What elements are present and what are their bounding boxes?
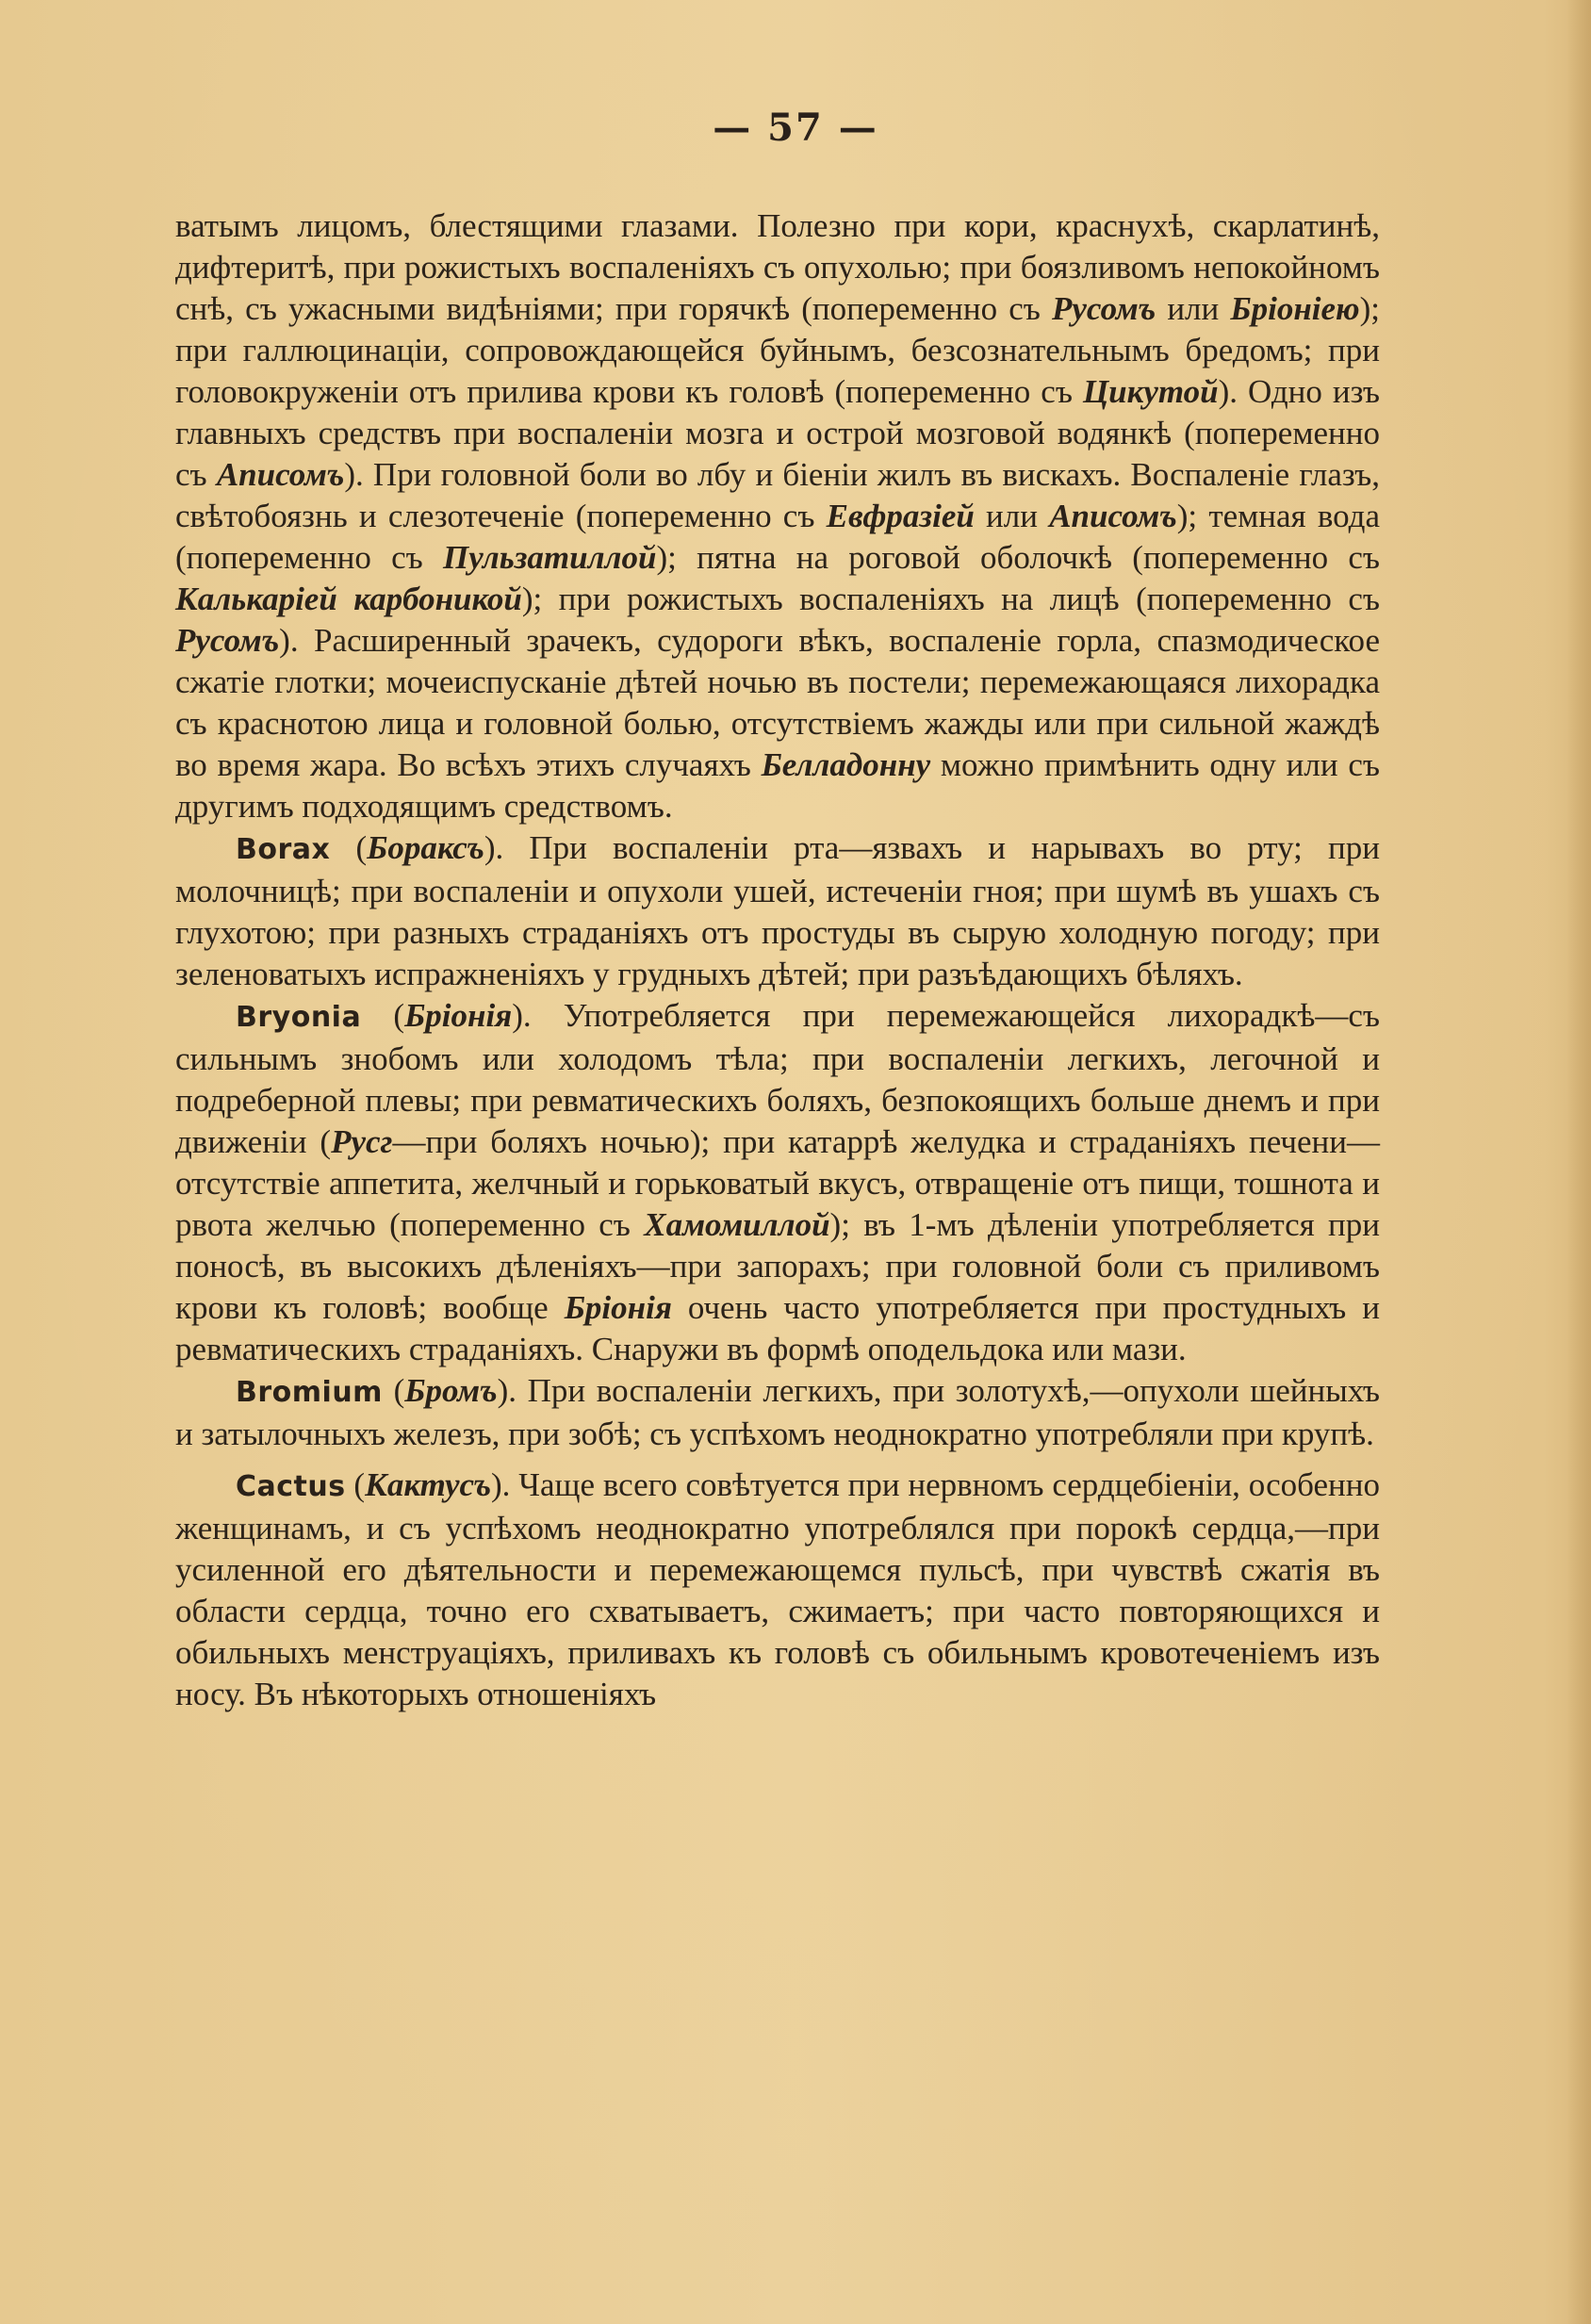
remedy-reference: Аписомъ xyxy=(216,456,345,493)
text-run: ); при рожистыхъ воспаленіяхъ на лицѣ (попеременно съ xyxy=(521,581,1380,617)
remedy-russian-name: Кактусъ xyxy=(365,1466,492,1503)
remedy-reference: Аписомъ xyxy=(1049,498,1177,534)
text-run: ( xyxy=(330,829,368,866)
text-run: ). При воспаленіи легкихъ, при золотухѣ,—опухоли шейныхъ и затылочныхъ железъ, при зобѣ; съ успѣхомъ неоднократно употребляли при крупѣ. xyxy=(175,1372,1381,1452)
text-run: или xyxy=(974,498,1050,534)
remedy-reference: Русг xyxy=(331,1123,393,1160)
text-run: ). При воспаленіи рта—язвахъ и нарывахъ во рту; при молочницѣ; при воспаленіи и опухоли ушей, истеченіи гноя; при шумѣ въ ушахъ съ глухотою; при разныхъ страданіяхъ отъ простуды въ сырую холодную погоду; при зеленоватыхъ испражненіяхъ у грудныхъ дѣтей; при разъѣдающихъ бѣляхъ. xyxy=(175,829,1380,992)
remedy-reference: Бріонія xyxy=(564,1289,672,1326)
text-run: ); при галлюцинаціи, сопровождающейся буйнымъ, безсознательнымъ бредомъ; при головокруженіи отъ прилива крови къ головѣ (попеременно съ xyxy=(175,290,1380,410)
paragraph-borax xyxy=(175,827,1380,995)
text-run: ); въ 1-мъ дѣленіи употребляется при поносѣ, въ высокихъ дѣленіяхъ—при запорахъ; при головной боли съ приливомъ крови къ головѣ; вообще xyxy=(175,1206,1380,1326)
remedy-reference: Русомъ xyxy=(175,622,280,659)
remedy-reference: Пульзатиллой xyxy=(442,539,657,576)
text-run: ). При головной боли во лбу и біеніи жилъ въ вискахъ. Воспаленіе глазъ, свѣтобоязнь и слезотеченіе (попеременно съ xyxy=(175,456,1380,534)
remedy-heading: Cactus xyxy=(236,1470,346,1503)
text-run: ). Расширенный зрачекъ, судороги вѣкъ, воспаленіе горла, спазмодическое сжатіе глотки; мочеиспусканіе дѣтей ночью въ постели; перемежающаяся лихорадка съ краснотою лица и головной болью, отсутствіемъ жажды или при сильной жаждѣ во время жара. Во всѣхъ этихъ случаяхъ xyxy=(175,622,1380,783)
remedy-reference: Хамомиллой xyxy=(644,1206,830,1243)
remedy-reference: Калькаріей карбоникой xyxy=(175,581,522,617)
text-run: ). Одно изъ главныхъ средствъ при воспаленіи мозга и острой мозговой водянкѣ (попеременно съ xyxy=(175,373,1380,493)
remedy-reference: Евфразіей xyxy=(826,498,975,534)
text-run: —при боляхъ ночью); при катаррѣ желудка и страданіяхъ печени—отсутствіе аппетита, желчный и горьковатый вкусъ, отвращеніе отъ пищи, тошнота и рвота желчью (попеременно съ xyxy=(175,1123,1380,1243)
remedy-reference: Русомъ xyxy=(1052,290,1156,327)
remedy-reference: Цикутой xyxy=(1082,373,1219,410)
text-run: ). Чаще всего совѣтуется при нервномъ сердцебіеніи, особенно женщинамъ, и съ успѣхомъ неоднократно употреблялся при порокѣ сердца,—при усиленной его дѣятельности и перемежающемся пульсѣ, при чувствѣ сжатія въ области сердца, точно его схватываетъ, сжимаетъ; при часто повторяющихся и обильныхъ менструаціяхъ, приливахъ къ головѣ съ обильнымъ кровотеченіемъ изъ носу. Въ нѣкоторыхъ отношеніяхъ xyxy=(175,1466,1380,1712)
text-run: можно примѣнить одну или съ другимъ подходящимъ средствомъ. xyxy=(175,746,1380,825)
remedy-reference: Бріоніею xyxy=(1230,290,1360,327)
body-text xyxy=(175,205,1380,1715)
page-number: — 57 — xyxy=(713,106,878,150)
remedy-heading: Bromium xyxy=(236,1376,383,1409)
text-run: ( xyxy=(361,997,405,1034)
text-run: ( xyxy=(345,1466,366,1503)
text-run: ). Употребляется при перемежающейся лихорадкѣ—съ сильнымъ знобомъ или холодомъ тѣла; при воспаленіи легкихъ, легочной и подреберной плевы; при ревматическихъ боляхъ, безпокоящихъ больше днемъ и при движеніи ( xyxy=(175,997,1380,1160)
remedy-russian-name: Бораксъ xyxy=(367,829,484,866)
paragraph-belladonna-continued xyxy=(175,205,1380,827)
remedy-heading: Borax xyxy=(236,833,331,866)
remedy-russian-name: Бріонія xyxy=(404,997,513,1034)
paragraph-cactus xyxy=(175,1465,1380,1715)
text-run: ватымъ лицомъ, блестящими глазами. Полезно при кори, краснухѣ, скарлатинѣ, дифтеритѣ, при рожистыхъ воспаленіяхъ съ опухолью; при боязливомъ непокойномъ снѣ, съ ужасными видѣніями; при горячкѣ (попеременно съ xyxy=(175,207,1380,327)
remedy-reference: Белладонну xyxy=(761,746,931,783)
text-run: ( xyxy=(382,1372,405,1409)
remedy-heading: Bryonia xyxy=(236,1001,362,1034)
text-run: очень часто употребляется при простудныхъ и ревматическихъ страданіяхъ. Снаружи въ формѣ оподельдока или мази. xyxy=(175,1289,1381,1367)
paragraph-bromium xyxy=(175,1370,1380,1455)
paragraph-bryonia xyxy=(175,995,1380,1370)
text-run: или xyxy=(1156,290,1231,327)
text-run: ); темная вода (попеременно съ xyxy=(175,498,1380,576)
page-edge-shadow xyxy=(1566,0,1591,2324)
text-run: ); пятна на роговой оболочкѣ (попеременно съ xyxy=(656,539,1380,576)
remedy-russian-name: Бромъ xyxy=(404,1372,498,1409)
